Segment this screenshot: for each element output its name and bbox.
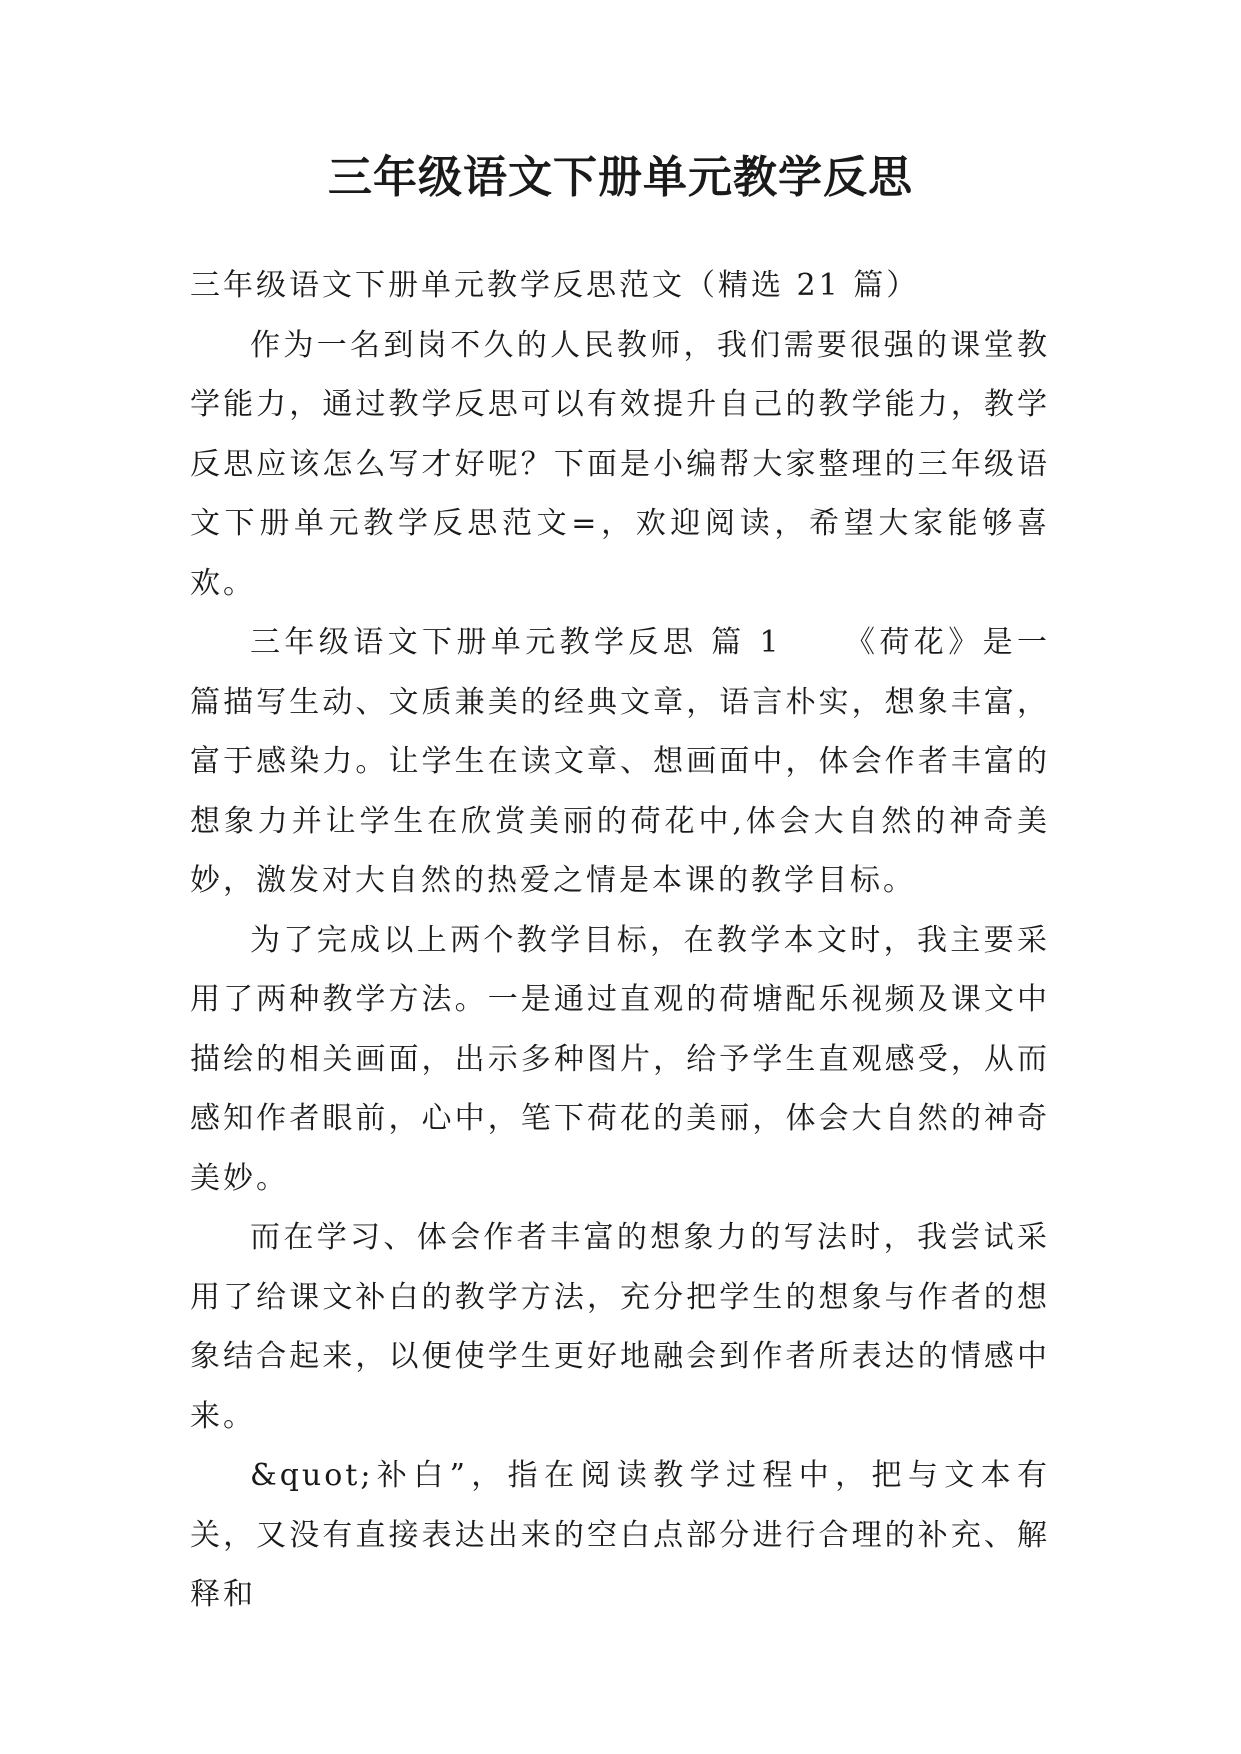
document-title: 三年级语文下册单元教学反思 [328, 152, 913, 203]
document-subtitle: 三年级语文下册单元教学反思范文（精选 21 篇） [190, 268, 920, 303]
document-body [190, 256, 1050, 1625]
paragraph-4: &quot;补白”，指在阅读教学过程中，把与文本有关，又没有直接表达出来的空白点部分进行合理的补充、解释和 [190, 1458, 1050, 1612]
section-1-heading: 三年级语文下册单元教学反思 篇 1 [250, 625, 782, 660]
section-1-paragraph [190, 613, 1050, 911]
section-1-text: 《荷花》是一篇描写生动、文质兼美的经典文章，语言朴实，想象丰富，富于感染力。让学生在读文章、想画面中，体会作者丰富的想象力并让学生在欣赏美丽的荷花中,体会大自然的神奇美妙，激发对大自然的热爱之情是本课的教学目标。 [190, 625, 1051, 898]
intro-paragraph: 作为一名到岗不久的人民教师，我们需要很强的课堂教学能力，通过教学反思可以有效提升自己的教学能力，教学反思应该怎么写才好呢？下面是小编帮大家整理的三年级语文下册单元教学反思范文=，欢迎阅读，希望大家能够喜欢。 [190, 327, 1050, 601]
paragraph-3: 而在学习、体会作者丰富的想象力的写法时，我尝试采用了给课文补白的教学方法，充分把学生的想象与作者的想象结合起来，以便使学生更好地融会到作者所表达的情感中来。 [190, 1220, 1050, 1434]
paragraph-2: 为了完成以上两个教学目标，在教学本文时，我主要采用了两种教学方法。一是通过直观的荷塘配乐视频及课文中描绘的相关画面，出示多种图片，给予学生直观感受，从而感知作者眼前，心中，笔下荷花的美丽，体会大自然的神奇美妙。 [190, 922, 1050, 1196]
